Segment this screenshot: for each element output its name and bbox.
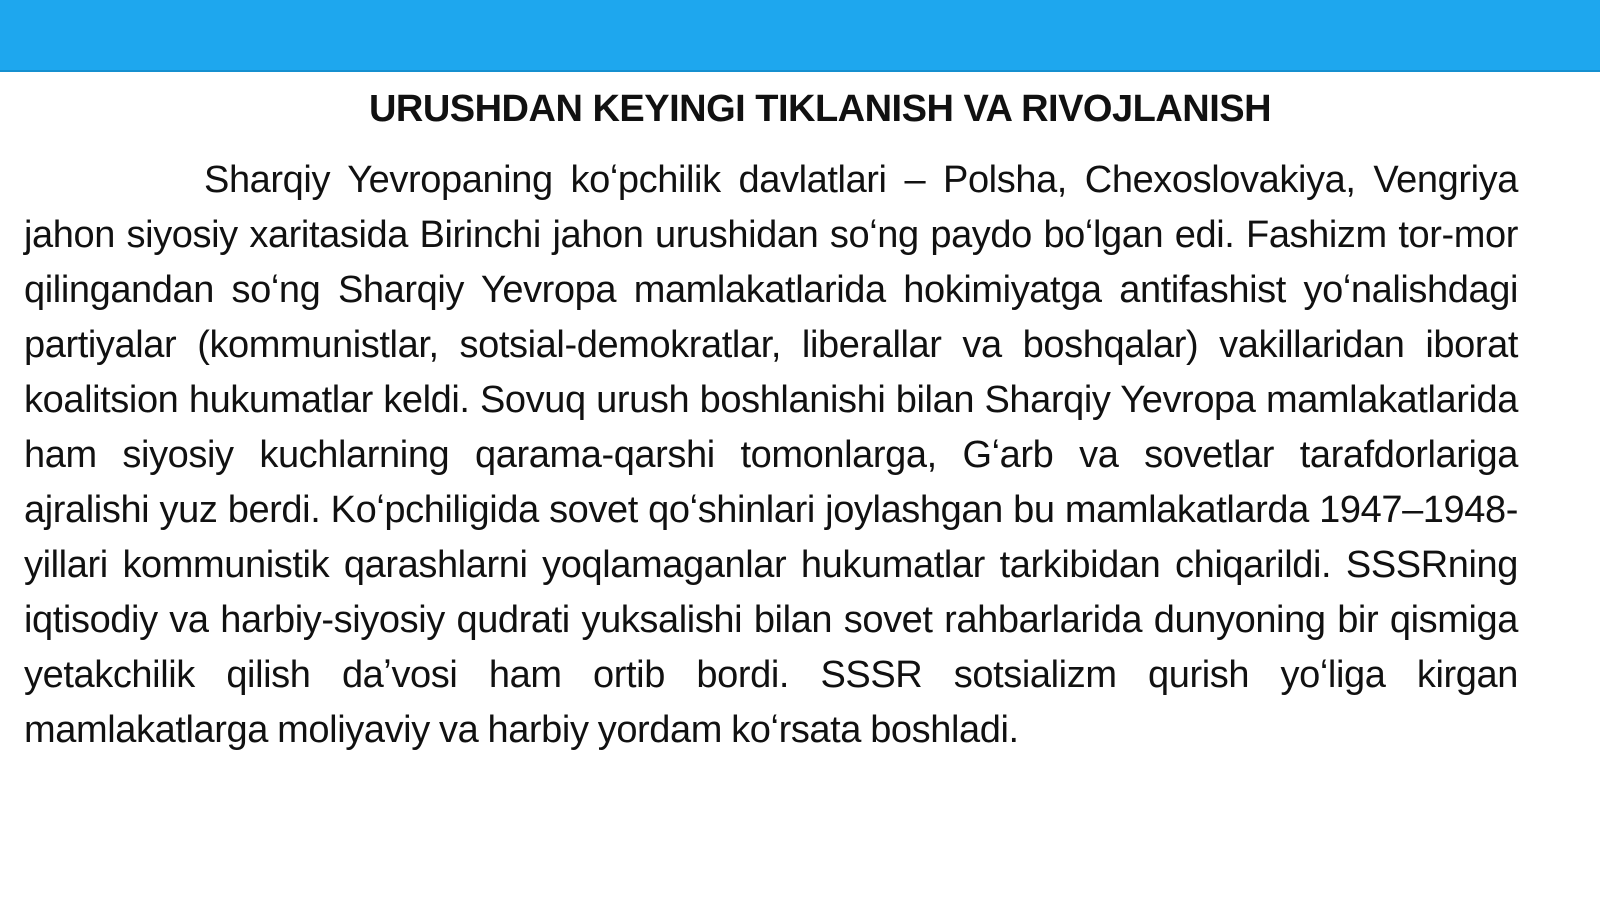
body-paragraph: Sharqiy Yevropaning koʻpchilik davlatlari – Polsha, Chexoslovakiya, Vengriya jahon siyosiy xaritasida Birinchi jahon urushidan soʻng paydo boʻlgan edi. Fashizm tor-mor qilingandan soʻng Sharqiy Yevropa mamlakatlarida hokimiyatga antifashist yoʻnalishdagi partiyalar (kommunistlar, sotsial-demokratlar, liberallar va boshqalar) vakillaridan iborat koalitsion hukumatlar keldi. Sovuq urush boshlanishi bilan Sharqiy Yevropa mamlakatlarida ham siyosiy kuchlarning qarama-qarshi tomonlarga, Gʻarb va sovetlar tarafdorlariga ajralishi yuz berdi. Koʻpchiligida sovet qoʻshinlari joylashgan bu mamlakatlarda 1947–1948-yillari kommunistik qarashlarni yoqlamaganlar hukumatlar tarkibidan chiqarildi. SSSRning iqtisodiy va harbiy-siyosiy qudrati yuksalishi bilan sovet rahbarlarida dunyoning bir qismiga yetakchilik qilish daʼvosi ham ortib bordi. SSSR sotsializm qurish yoʻliga kirgan mamlakatlarga moliyaviy va harbiy yordam koʻrsata boshladi. — [24, 159, 1518, 751]
slide-title: URUSHDAN KEYINGI TIKLANISH VA RIVOJLANISH — [368, 88, 1272, 130]
header-bar — [0, 0, 1600, 72]
